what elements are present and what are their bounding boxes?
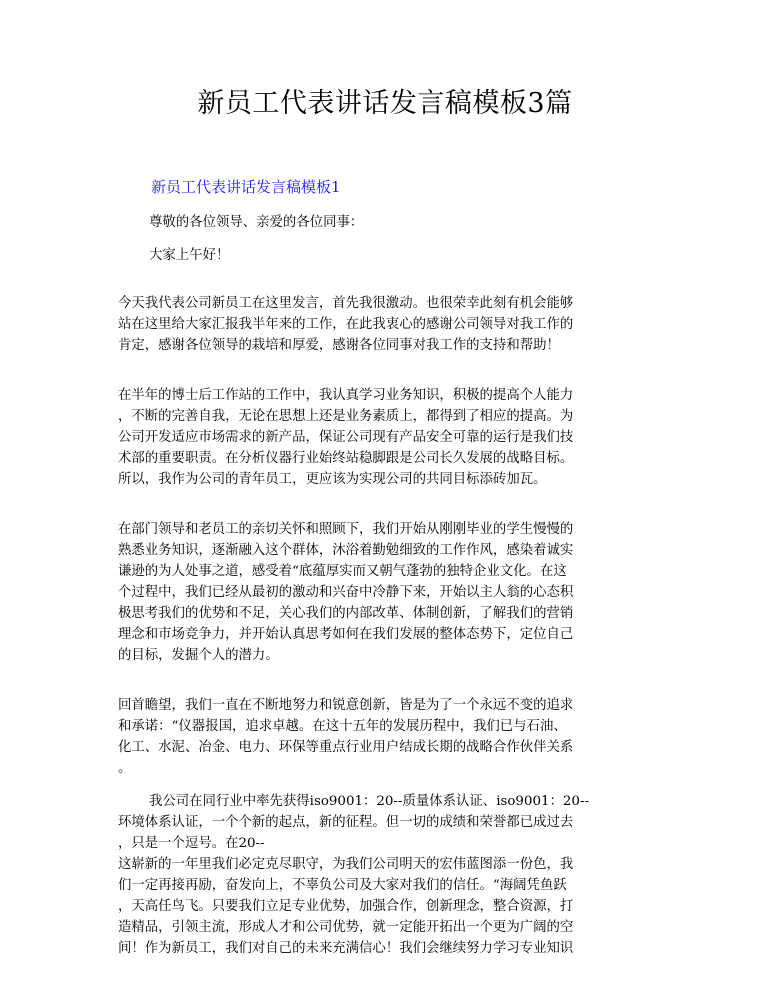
document-title: 新员工代表讲话发言稿模板3篇 [197, 88, 573, 119]
section-heading: 新员工代表讲话发言稿模板1 [151, 178, 341, 196]
paragraph-line: 们一定再接再励，奋发向上，不辜负公司及大家对我们的信任。“海阔凭鱼跃 [118, 878, 567, 893]
paragraph-line: ，只是一个逗号。在20-- [118, 836, 265, 851]
paragraph-line: 术部的重要职责。在分析仪器行业始终站稳脚跟是公司长久发展的战略目标。 [118, 451, 574, 466]
paragraph-line: 间！作为新员工，我们对自己的未来充满信心！我们会继续努力学习专业知识 [118, 941, 574, 956]
paragraph-line: 和承诺：“仪器报国，追求卓越。在这十五年的发展历程中，我们已与石油、 [118, 719, 567, 734]
paragraph-line: 我公司在同行业中率先获得iso9001：20--质量体系认证、iso9001：20-- [149, 794, 589, 809]
paragraph-line: 公司开发适应市场需求的新产品，保证公司现有产品安全可靠的运行是我们技 [118, 430, 574, 445]
paragraph-line: 化工、水泥、冶金、电力、环保等重点行业用户结成长期的战略合作伙伴关系 [118, 740, 574, 755]
paragraph-line: 的目标，发掘个人的潜力。 [118, 648, 279, 663]
paragraph-line: 造精品，引领主流，形成人才和公司优势，就一定能开拓出一个更为广阔的空 [118, 920, 574, 935]
paragraph-line: 这崭新的一年里我们必定克尽职守，为我们公司明天的宏伟蓝图添一份色，我 [118, 857, 574, 872]
paragraph-line: 站在这里给大家汇报我半年来的工作，在此我衷心的感谢公司领导对我工作的 [118, 317, 574, 332]
paragraph-line: ，天高任鸟飞。只要我们立足专业优势，加强合作，创新理念，整合资源，打 [118, 899, 574, 914]
paragraph-line: 在部门领导和老员工的亲切关怀和照顾下，我们开始从刚刚毕业的学生慢慢的 [118, 522, 574, 537]
paragraph-line: 。 [118, 761, 132, 776]
paragraph-line: ，不断的完善自我，无论在思想上还是业务素质上，都得到了相应的提高。为 [118, 409, 574, 424]
paragraph-line: 理念和市场竞争力，并开始认真思考如何在我们发展的整体态势下，定位自己 [118, 627, 574, 642]
paragraph-line: 极思考我们的优势和不足，关心我们的内部改革、体制创新，了解我们的营销 [118, 606, 574, 621]
paragraph-line: 谦逊的为人处事之道，感受着“底蕴厚实而又朝气蓬勃的独特企业文化。在这 [118, 564, 567, 579]
paragraph-line: 回首瞻望，我们一直在不断地努力和锐意创新，皆是为了一个永远不变的追求 [118, 698, 574, 713]
paragraph-line: 个过程中，我们已经从最初的激动和兴奋中冷静下来，开始以主人翁的心态积 [118, 585, 574, 600]
paragraph-line: 环境体系认证，一个个新的起点，新的征程。但一切的成绩和荣誉都已成过去 [118, 815, 574, 830]
paragraph-line: 在半年的博士后工作站的工作中，我认真学习业务知识，积极的提高个人能力 [118, 388, 574, 403]
greeting: 大家上午好！ [149, 248, 230, 263]
paragraph-line: 今天我代表公司新员工在这里发言，首先我很激动。也很荣幸此刻有机会能够 [118, 296, 574, 311]
paragraph-line: 所以，我作为公司的青年员工，更应该为实现公司的共同目标添砖加瓦。 [118, 472, 547, 487]
paragraph-line: 熟悉业务知识，逐渐融入这个群体，沐浴着勤勉细致的工作作风，感染着诚实 [118, 543, 574, 558]
salutation: 尊敬的各位领导、亲爱的各位同事： [149, 215, 364, 230]
paragraph-line: 肯定，感谢各位领导的栽培和厚爱，感谢各位同事对我工作的支持和帮助！ [118, 338, 560, 353]
